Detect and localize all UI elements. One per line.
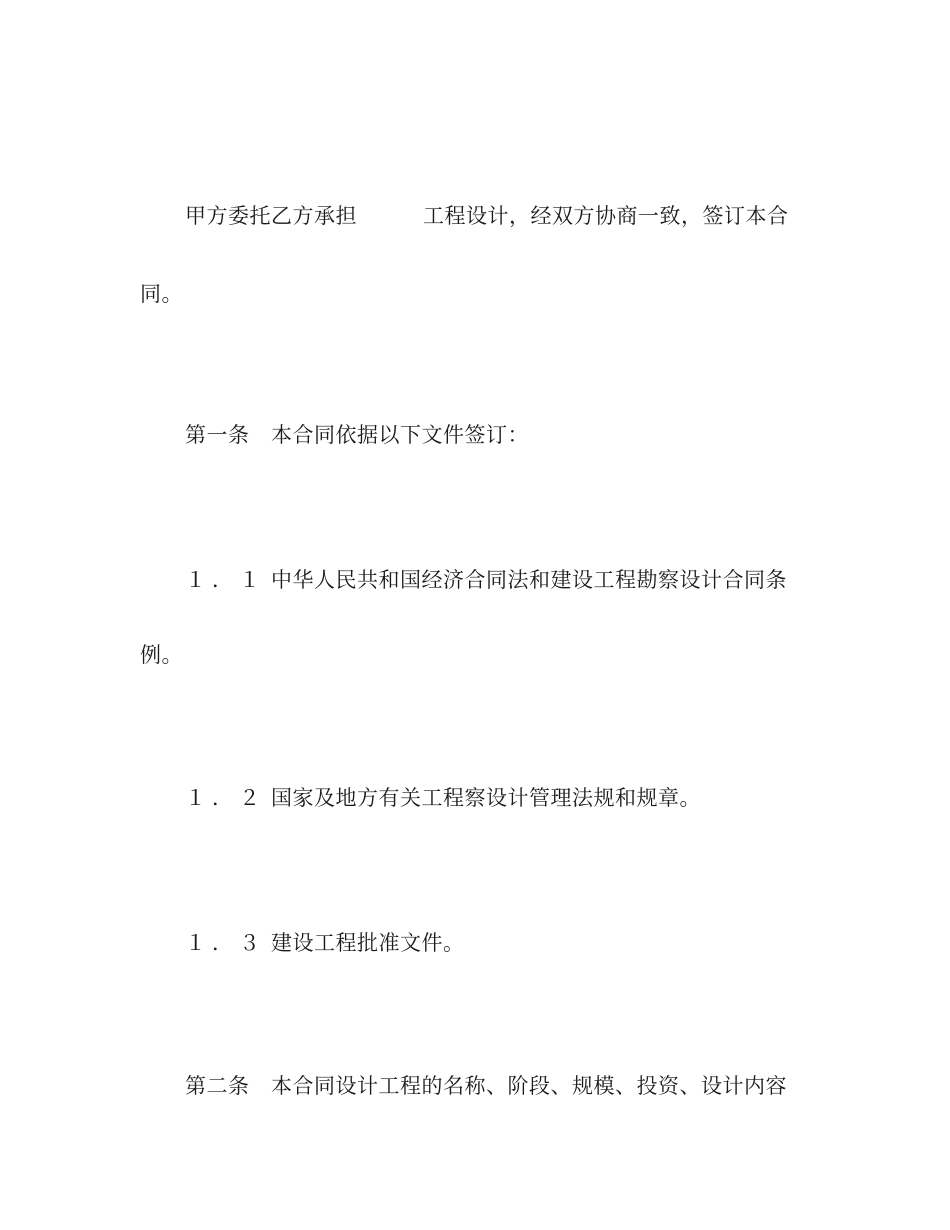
intro-text-part2: 工程设计，经双方协商一致，签订本合 [423,204,789,228]
article-2-line [185,1073,787,1099]
article-1-label: 第一条 [185,423,250,447]
item-1-2-line [185,785,701,811]
article-1-text: 本合同依据以下文件签订： [271,423,529,447]
item-1-3-number: １．３ [185,931,266,955]
article-2-text: 本合同设计工程的名称、阶段、规模、投资、设计内容 [271,1074,787,1098]
item-1-1-number: １．１ [185,568,266,592]
article-1-line [185,422,529,448]
item-1-2-text: 国家及地方有关工程察设计管理法规和规章。 [271,786,701,810]
item-1-2-number: １．２ [185,786,266,810]
intro-continuation: 同。 [140,282,183,306]
intro-line [185,203,789,229]
item-1-3-line [185,930,465,956]
article-2-label: 第二条 [185,1074,250,1098]
item-1-1-line [185,567,787,593]
intro-text-part1: 甲方委托乙方承担 [185,204,357,228]
item-1-3-text: 建设工程批准文件。 [271,931,465,955]
item-1-1-text: 中华人民共和国经济合同法和建设工程勘察设计合同条 [271,568,787,592]
item-1-1-continuation: 例。 [140,643,183,667]
